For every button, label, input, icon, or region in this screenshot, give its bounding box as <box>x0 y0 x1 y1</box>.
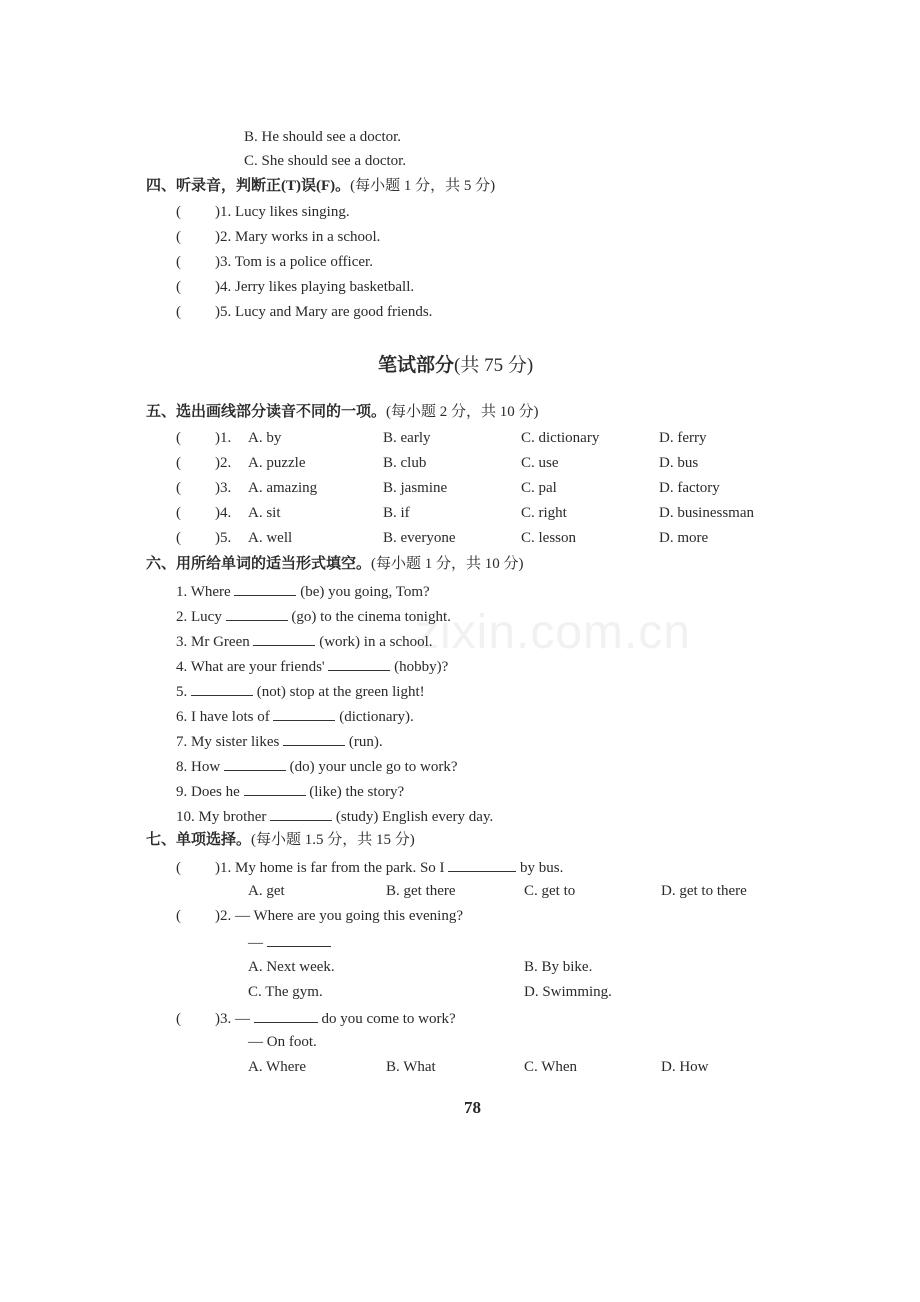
item-prefix: 3. Mr Green <box>176 634 250 650</box>
option-d: D. bus <box>659 455 699 471</box>
section6-title: 六、用所给单词的适当形式填空。 <box>146 556 372 572</box>
answer-blank[interactable] <box>253 630 315 646</box>
section4-note: (每小题 1 分，共 5 分) <box>350 178 496 194</box>
fill-in-item <box>176 755 458 777</box>
section7-note: (每小题 1.5 分，共 15 分) <box>251 832 415 848</box>
fill-in-item <box>176 805 493 827</box>
option-c-line: C. She should see a doctor. <box>244 153 407 169</box>
written-title-note: (共 75 分) <box>454 355 534 376</box>
mc-question-1: ( )1. My home is far from the park. So I by bus. <box>176 856 563 878</box>
item-suffix: (do) your uncle go to work? <box>289 759 458 775</box>
dash: — <box>248 935 263 951</box>
section7-heading <box>146 830 415 850</box>
option-b: B. get there <box>386 883 456 899</box>
question-number: )3. <box>215 1011 232 1027</box>
section5-heading <box>146 402 539 422</box>
item-text: Lucy and Mary are good friends. <box>235 304 433 320</box>
fill-in-item <box>176 780 404 802</box>
answer-blank[interactable] <box>448 856 516 872</box>
item-suffix: (be) you going, Tom? <box>300 584 430 600</box>
question-paren: ( )4. <box>176 505 232 521</box>
option-a: A. get <box>248 883 285 899</box>
option-b-line: B. He should see a doctor. <box>244 129 402 145</box>
option-a: A. sit <box>248 505 281 521</box>
option-b: B. jasmine <box>383 480 448 496</box>
item-suffix: (dictionary). <box>339 709 414 725</box>
option-c: C. When <box>524 1059 578 1075</box>
fill-in-item <box>176 655 448 677</box>
item-prefix: 10. My brother <box>176 809 267 825</box>
question-paren: ( )2. <box>176 455 232 471</box>
answer-blank[interactable] <box>270 805 332 821</box>
section6-note: (每小题 1 分，共 10 分) <box>371 556 524 572</box>
question-paren: ( )5. <box>176 530 232 546</box>
fill-in-item <box>176 680 425 702</box>
option-d: D. more <box>659 530 709 546</box>
fill-in-item <box>176 580 430 602</box>
item-prefix: 1. Where <box>176 584 231 600</box>
answer-blank[interactable] <box>283 730 345 746</box>
section5-note: (每小题 2 分，共 10 分) <box>386 404 539 420</box>
option-b: B. early <box>383 430 431 446</box>
option-c: C. lesson <box>521 530 577 546</box>
question-number: )1. <box>215 430 232 446</box>
item-prefix: 5. <box>176 684 188 700</box>
option-b: B. What <box>386 1059 436 1075</box>
option-c: C. get to <box>524 883 576 899</box>
option-a: A. amazing <box>248 480 318 496</box>
answer-blank[interactable] <box>224 755 286 771</box>
item-prefix: 7. My sister likes <box>176 734 280 750</box>
fill-in-item <box>176 730 383 752</box>
option-b: B. everyone <box>383 530 456 546</box>
section4-title: 四、听录音，判断正(T)误(F)。 <box>146 178 351 194</box>
option-a: A. Next week. <box>248 959 335 975</box>
dash: — <box>235 1011 250 1027</box>
section7-title: 七、单项选择。 <box>146 832 252 848</box>
option-a: A. well <box>248 530 293 546</box>
fill-in-item <box>176 605 451 627</box>
option-d: D. businessman <box>659 505 754 521</box>
answer-blank[interactable] <box>328 655 390 671</box>
section6-heading <box>146 554 524 574</box>
question-number: )2. <box>215 908 232 924</box>
fill-in-item <box>176 630 433 652</box>
section4-item: ( )2. Mary works in a school. <box>176 229 381 245</box>
option-d: D. get to there <box>661 883 747 899</box>
section4-item: ( )1. Lucy likes singing. <box>176 204 350 220</box>
answer-line <box>248 931 331 953</box>
item-text: Lucy likes singing. <box>235 204 350 220</box>
section4-heading <box>146 176 495 196</box>
item-suffix: (go) to the cinema tonight. <box>291 609 451 625</box>
question-stem: do you come to work? <box>321 1011 456 1027</box>
fill-in-item <box>176 705 414 727</box>
answer-blank[interactable] <box>226 605 288 621</box>
option-c: C. pal <box>521 480 557 496</box>
mc-question-2: ( )2. — Where are you going this evening? <box>176 908 463 924</box>
item-suffix: (run). <box>348 734 383 750</box>
question-number: )1. <box>215 860 232 876</box>
answer-blank[interactable] <box>254 1007 318 1023</box>
option-d: D. Swimming. <box>524 984 612 1000</box>
item-number: )2. <box>215 229 232 245</box>
item-prefix: 9. Does he <box>176 784 240 800</box>
written-part-title <box>378 350 533 377</box>
option-a: A. puzzle <box>248 455 306 471</box>
answer-line: — On foot. <box>248 1034 317 1050</box>
option-d: D. ferry <box>659 430 707 446</box>
option-c: C. use <box>521 455 559 471</box>
item-suffix: (study) English every day. <box>335 809 494 825</box>
option-c: C. The gym. <box>248 984 323 1000</box>
item-suffix: (like) the story? <box>309 784 405 800</box>
item-prefix: 8. How <box>176 759 221 775</box>
question-stem: — Where are you going this evening? <box>235 908 463 924</box>
answer-blank[interactable] <box>273 705 335 721</box>
option-d: D. How <box>661 1059 709 1075</box>
item-text: Tom is a police officer. <box>234 254 373 270</box>
item-prefix: 6. I have lots of <box>176 709 270 725</box>
question-number: )3. <box>215 480 232 496</box>
item-suffix: (hobby)? <box>394 659 449 675</box>
item-number: )1. <box>215 204 232 220</box>
item-number: )4. <box>215 279 232 295</box>
section4-item: ( )4. Jerry likes playing basketball. <box>176 279 415 295</box>
item-text: Jerry likes playing basketball. <box>235 279 415 295</box>
question-paren: ( )3. <box>176 480 232 496</box>
section4-item: ( )5. Lucy and Mary are good friends. <box>176 304 433 320</box>
option-d: D. factory <box>659 480 720 496</box>
item-prefix: 2. Lucy <box>176 609 222 625</box>
written-title-main: 笔试部分 <box>378 355 455 376</box>
section5-title: 五、选出画线部分读音不同的一项。 <box>146 404 387 420</box>
question-number: )4. <box>215 505 232 521</box>
mc-question-3: ( )3. — do you come to work? <box>176 1007 456 1029</box>
item-text: Mary works in a school. <box>235 229 381 245</box>
item-prefix: 4. What are your friends' <box>176 659 325 675</box>
section4-item: ( )3. Tom is a police officer. <box>176 254 373 270</box>
answer-blank[interactable] <box>234 580 296 596</box>
question-paren: ( )1. <box>176 430 232 446</box>
watermark: zixin.com.cn <box>415 606 692 659</box>
item-number: )5. <box>215 304 232 320</box>
item-suffix: (work) in a school. <box>319 634 433 650</box>
question-number: )5. <box>215 530 232 546</box>
page-number: 78 <box>464 1098 481 1117</box>
item-number: )3. <box>215 254 232 270</box>
option-b: B. if <box>383 505 410 521</box>
answer-blank[interactable] <box>191 680 253 696</box>
question-stem-end: by bus. <box>520 860 564 876</box>
answer-blank[interactable] <box>267 931 331 947</box>
option-c: C. dictionary <box>521 430 600 446</box>
option-a: A. Where <box>248 1059 307 1075</box>
question-number: )2. <box>215 455 232 471</box>
question-stem: My home is far from the park. So I <box>235 860 445 876</box>
option-b: B. club <box>383 455 427 471</box>
option-b: B. By bike. <box>524 959 593 975</box>
answer-blank[interactable] <box>244 780 306 796</box>
option-a: A. by <box>248 430 282 446</box>
option-c: C. right <box>521 505 567 521</box>
item-suffix: (not) stop at the green light! <box>256 684 425 700</box>
